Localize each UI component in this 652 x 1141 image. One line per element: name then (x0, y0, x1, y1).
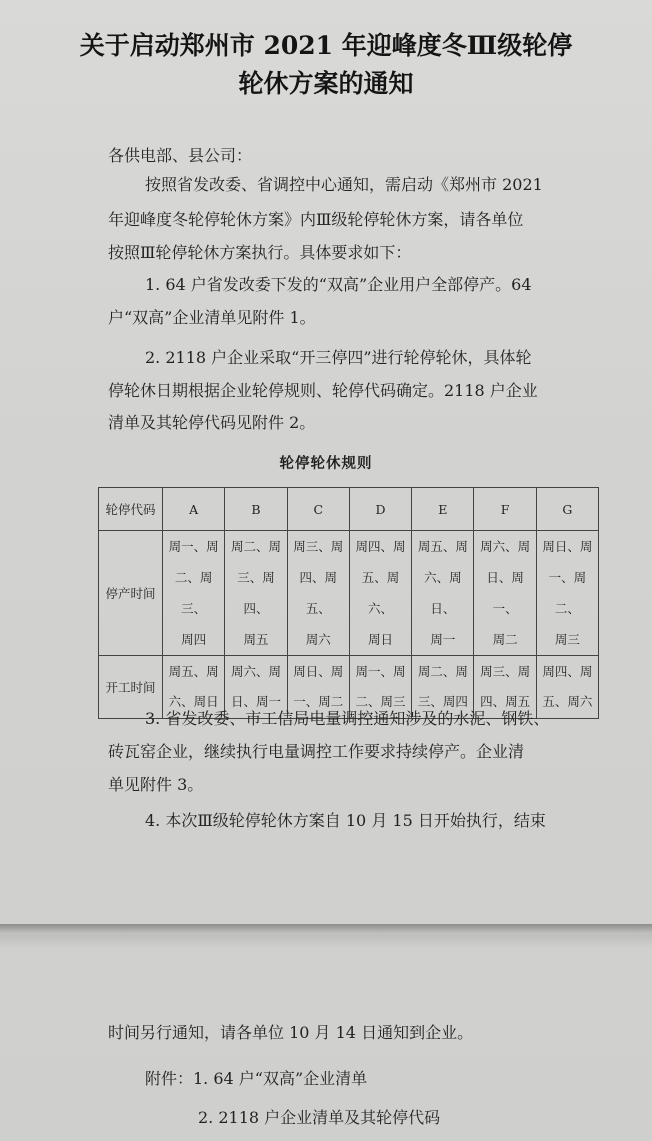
attachment-2: 2. 2118 户企业清单及其轮停代码 (198, 1108, 441, 1127)
stop-cell-e: 周五、周 六、周日、 周一 (412, 531, 474, 656)
open-cell-b: 周六、周 日、周一 (225, 656, 287, 719)
open-cell-f: 周三、周 四、周五 (474, 656, 536, 719)
open-cell-g: 周四、周 五、周六 (536, 656, 598, 719)
open-cell-c: 周日、周 一、周二 (287, 656, 349, 719)
stop-cell-b: 周二、周 三、周四、 周五 (225, 531, 287, 656)
code-cell-b: B (225, 488, 287, 531)
intro-line2: 年迎峰度冬轮停轮休方案》内Ⅲ级轮停轮休方案，请各单位 (108, 210, 524, 229)
code-cell-g: G (536, 488, 598, 531)
open-cell-d: 周一、周 二、周三 (349, 656, 411, 719)
item2-line2: 停轮休日期根据企业轮停规则、轮停代码确定。2118 户企业 (108, 381, 538, 400)
item1-line1: 1. 64 户省发改委下发的“双高”企业用户全部停产。64 (145, 275, 532, 294)
stop-label-cell: 停产时间 (99, 531, 163, 656)
open-label-cell: 开工时间 (99, 656, 163, 719)
code-cell-d: D (349, 488, 411, 531)
item2-line1: 2. 2118 户企业采取“开三停四”进行轮停轮休，具体轮 (145, 348, 532, 367)
intro-line3: 按照Ⅲ轮停轮休方案执行。具体要求如下： (108, 243, 412, 262)
table-header-row (99, 488, 599, 531)
item3-line2: 砖瓦窑企业，继续执行电量调控工作要求持续停产。企业清 (108, 742, 525, 761)
attachment-1: 附件：1. 64 户“双高”企业清单 (145, 1069, 368, 1088)
header-label-cell: 轮停代码 (99, 488, 163, 531)
intro-line1: 按照省发改委、省调控中心通知，需启动《郑州市 2021 (145, 175, 543, 194)
stop-cell-d: 周四、周 五、周六、 周日 (349, 531, 411, 656)
item1-line2: 户“双高”企业清单见附件 1。 (108, 308, 316, 327)
open-cell-a: 周五、周 六、周日 (163, 656, 225, 719)
rotation-rules-table (98, 487, 599, 719)
table-row-stop (99, 531, 599, 656)
code-cell-e: E (412, 488, 474, 531)
item3-line1: 3. 省发改委、市工信局电量调控通知涉及的水泥、钢铁、 (145, 709, 550, 728)
document-title-line1: 关于启动郑州市 2021 年迎峰度冬Ⅲ级轮停 (79, 31, 573, 60)
stop-cell-a: 周一、周 二、周三、 周四 (163, 531, 225, 656)
stop-cell-c: 周三、周 四、周五、 周六 (287, 531, 349, 656)
salutation: 各供电部、县公司： (108, 146, 253, 165)
page2-line1: 时间另行通知，请各单位 10 月 14 日通知到企业。 (108, 1023, 474, 1042)
document-title-line2: 轮休方案的通知 (238, 69, 414, 98)
code-cell-f: F (474, 488, 536, 531)
item2-line3: 清单及其轮停代码见附件 2。 (108, 413, 316, 432)
page-break-shadow (0, 934, 652, 948)
item3-line3: 单见附件 3。 (108, 775, 204, 794)
stop-cell-g: 周日、周 一、周二、 周三 (536, 531, 598, 656)
rules-table-title: 轮停轮休规则 (279, 455, 373, 472)
open-cell-e: 周二、周 三、周四 (412, 656, 474, 719)
item4-line1: 4. 本次Ⅲ级轮停轮休方案自 10 月 15 日开始执行，结束 (145, 811, 546, 830)
stop-cell-f: 周六、周 日、周一、 周二 (474, 531, 536, 656)
code-cell-c: C (287, 488, 349, 531)
code-cell-a: A (163, 488, 225, 531)
page-break (0, 924, 652, 934)
